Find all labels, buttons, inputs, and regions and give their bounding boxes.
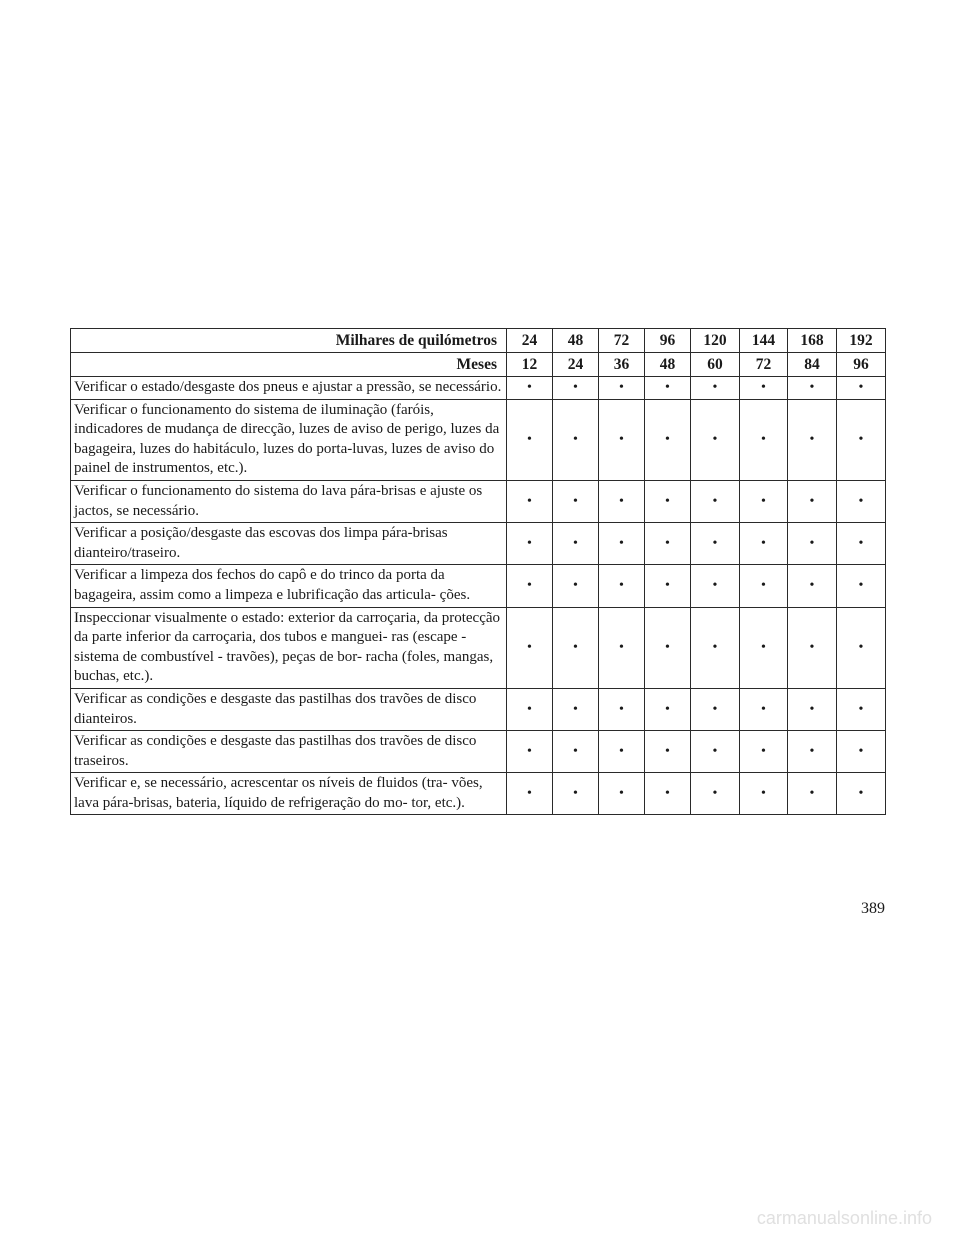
service-bullet: • xyxy=(507,377,553,400)
table-row xyxy=(71,523,886,565)
service-bullet: • xyxy=(599,399,645,480)
month-value: 48 xyxy=(645,353,691,377)
service-bullet: • xyxy=(837,607,886,688)
table-row xyxy=(71,731,886,773)
service-bullet: • xyxy=(837,731,886,773)
service-bullet: • xyxy=(691,731,740,773)
service-bullet: • xyxy=(553,773,599,815)
task-description: Verificar o funcionamento do sistema de iluminação (faróis, indicadores de mudança de direcção, luzes de aviso de perigo, luzes da bagageira, luzes do habitáculo, luzes do porta-luvas, luzes de aviso do painel de instrumentos, etc.). xyxy=(71,399,507,480)
service-bullet: • xyxy=(837,565,886,607)
task-description: Verificar o funcionamento do sistema do lava pára-brisas e ajuste os jactos, se necessário. xyxy=(71,480,507,522)
service-bullet: • xyxy=(645,688,691,730)
service-bullet: • xyxy=(788,773,837,815)
service-bullet: • xyxy=(553,399,599,480)
service-bullet: • xyxy=(788,607,837,688)
service-bullet: • xyxy=(691,607,740,688)
service-bullet: • xyxy=(788,523,837,565)
service-bullet: • xyxy=(691,565,740,607)
km-value: 192 xyxy=(837,329,886,353)
service-bullet: • xyxy=(599,773,645,815)
month-value: 84 xyxy=(788,353,837,377)
service-bullet: • xyxy=(645,607,691,688)
service-bullet: • xyxy=(837,773,886,815)
months-header-row xyxy=(71,353,886,377)
task-description: Verificar as condições e desgaste das pastilhas dos travões de disco traseiros. xyxy=(71,731,507,773)
month-value: 36 xyxy=(599,353,645,377)
service-bullet: • xyxy=(837,523,886,565)
km-value: 120 xyxy=(691,329,740,353)
service-bullet: • xyxy=(740,565,788,607)
service-bullet: • xyxy=(599,565,645,607)
service-bullet: • xyxy=(599,607,645,688)
service-bullet: • xyxy=(507,773,553,815)
month-value: 96 xyxy=(837,353,886,377)
service-bullet: • xyxy=(599,377,645,400)
service-bullet: • xyxy=(599,688,645,730)
service-bullet: • xyxy=(645,565,691,607)
service-bullet: • xyxy=(788,565,837,607)
task-description: Verificar o estado/desgaste dos pneus e ajustar a pressão, se necessário. xyxy=(71,377,507,400)
task-description: Verificar as condições e desgaste das pastilhas dos travões de disco dianteiros. xyxy=(71,688,507,730)
service-bullet: • xyxy=(691,523,740,565)
km-value: 96 xyxy=(645,329,691,353)
km-header-label: Milhares de quilómetros xyxy=(71,329,507,353)
service-bullet: • xyxy=(553,480,599,522)
service-bullet: • xyxy=(788,377,837,400)
km-value: 24 xyxy=(507,329,553,353)
maintenance-schedule-table xyxy=(70,328,886,815)
service-bullet: • xyxy=(788,480,837,522)
service-bullet: • xyxy=(691,773,740,815)
service-bullet: • xyxy=(553,731,599,773)
service-bullet: • xyxy=(599,480,645,522)
km-value: 168 xyxy=(788,329,837,353)
table-row xyxy=(71,773,886,815)
service-bullet: • xyxy=(507,523,553,565)
service-bullet: • xyxy=(837,377,886,400)
service-bullet: • xyxy=(553,688,599,730)
service-bullet: • xyxy=(507,399,553,480)
month-value: 72 xyxy=(740,353,788,377)
service-bullet: • xyxy=(740,377,788,400)
month-value: 24 xyxy=(553,353,599,377)
service-bullet: • xyxy=(645,399,691,480)
service-bullet: • xyxy=(691,399,740,480)
table-row xyxy=(71,607,886,688)
service-bullet: • xyxy=(691,377,740,400)
service-bullet: • xyxy=(691,480,740,522)
service-bullet: • xyxy=(788,399,837,480)
table-row xyxy=(71,565,886,607)
service-bullet: • xyxy=(553,607,599,688)
service-bullet: • xyxy=(599,731,645,773)
service-bullet: • xyxy=(788,688,837,730)
service-bullet: • xyxy=(645,731,691,773)
service-bullet: • xyxy=(553,523,599,565)
watermark: carmanualsonline.info xyxy=(756,1208,932,1228)
service-bullet: • xyxy=(740,399,788,480)
service-bullet: • xyxy=(740,688,788,730)
table-row xyxy=(71,480,886,522)
table-row xyxy=(71,377,886,400)
km-value: 144 xyxy=(740,329,788,353)
task-description: Verificar a limpeza dos fechos do capô e do trinco da porta da bagageira, assim como a limpeza e lubrificação das articula- ções. xyxy=(71,565,507,607)
service-bullet: • xyxy=(507,607,553,688)
km-value: 48 xyxy=(553,329,599,353)
service-bullet: • xyxy=(740,480,788,522)
service-bullet: • xyxy=(740,607,788,688)
service-bullet: • xyxy=(740,523,788,565)
service-bullet: • xyxy=(553,377,599,400)
service-bullet: • xyxy=(645,523,691,565)
service-bullet: • xyxy=(788,731,837,773)
service-bullet: • xyxy=(599,523,645,565)
task-description: Inspeccionar visualmente o estado: exterior da carroçaria, da protecção da parte inferior da carroçaria, dos tubos e manguei- ras (escape - sistema de combustível - travões), peças de bor- racha (foles, mangas, buchas, etc.). xyxy=(71,607,507,688)
month-value: 60 xyxy=(691,353,740,377)
service-bullet: • xyxy=(740,773,788,815)
km-value: 72 xyxy=(599,329,645,353)
page-number: 389 xyxy=(861,900,885,917)
months-header-label: Meses xyxy=(71,353,507,377)
schedule-body xyxy=(71,377,886,815)
task-description: Verificar e, se necessário, acrescentar os níveis de fluidos (tra- vões, lava pára-brisas, bateria, líquido de refrigeração do mo- tor, etc.). xyxy=(71,773,507,815)
service-bullet: • xyxy=(645,773,691,815)
table-row xyxy=(71,399,886,480)
service-bullet: • xyxy=(645,377,691,400)
service-bullet: • xyxy=(507,480,553,522)
service-bullet: • xyxy=(645,480,691,522)
km-header-row xyxy=(71,329,886,353)
service-bullet: • xyxy=(507,688,553,730)
service-bullet: • xyxy=(740,731,788,773)
service-bullet: • xyxy=(837,399,886,480)
table-row xyxy=(71,688,886,730)
month-value: 12 xyxy=(507,353,553,377)
service-bullet: • xyxy=(507,731,553,773)
service-bullet: • xyxy=(507,565,553,607)
service-bullet: • xyxy=(691,688,740,730)
service-bullet: • xyxy=(837,688,886,730)
service-bullet: • xyxy=(553,565,599,607)
task-description: Verificar a posição/desgaste das escovas dos limpa pára-brisas dianteiro/traseiro. xyxy=(71,523,507,565)
service-bullet: • xyxy=(837,480,886,522)
